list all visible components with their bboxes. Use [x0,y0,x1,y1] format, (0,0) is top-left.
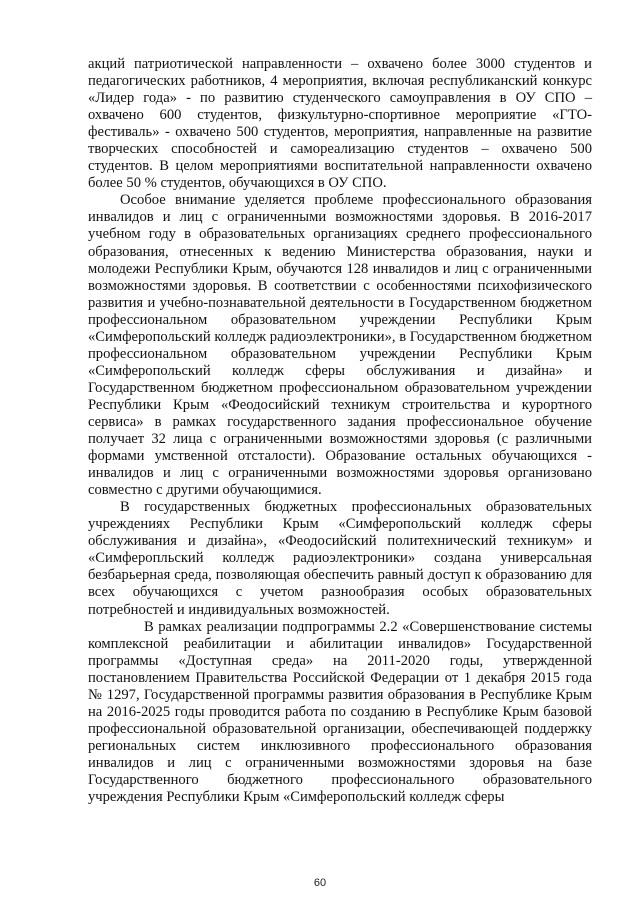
paragraph-subprogram-implementation: В рамках реализации подпрограммы 2.2 «Совершенствование системы комплексной реабилитации и абилитации инвалидов» Государственной программы «Доступная среда» на 2011-2020 годы, утвержденной постановлением Правительства Российской Федерации от 1 декабря 2015 года № 1297, Государственной программы развития образования в Республике Крым на 2016-2025 годы проводится работа по созданию в Республике Крым базовой профессиональной образовательной организации, обеспечивающей поддержку региональных систем инклюзивного профессионального образования инвалидов и лиц с ограниченными возможностями здоровья на базе Государственного бюджетного профессионального образовательного учреждения Республики Крым «Симферопольский колледж сферы [88,618,592,806]
paragraph-activities-coverage: акций патриотической направленности – охвачено более 3000 студентов и педагогических работников, 4 мероприятия, включая республиканский конкурс «Лидер года» - по развитию студенческого самоуправления в ОУ СПО – охвачено 600 студентов, физкультурно-спортивное мероприятие «ГТО-фестиваль» - охвачено 500 студентов, мероприятия, направленные на развитие творческих способностей и самореализацию студентов – охвачено 500 студентов. В целом мероприятиями воспитательной направленности охвачено более 50 % студентов, обучающихся в ОУ СПО. [88,56,592,192]
page-number: 60 [313,877,327,889]
document-page [88,56,592,806]
paragraph-disabled-education: Особое внимание уделяется проблеме профессионального образования инвалидов и лиц с ограниченными возможностями здоровья. В 2016-2017 учебном году в образовательных организациях среднего профессионального образования, отнесенных к ведению Министерства образования, науки и молодежи Республики Крым, обучаются 128 инвалидов и лиц с ограниченными возможностями здоровья. В соответствии с особенностями психофизического развития и учебно-познавательной деятельности в Государственном бюджетном профессиональном образовательном учреждении Республики Крым «Симферопольский колледж радиоэлектроники», в Государственном бюджетном профессиональном образовательном учреждении Республики Крым «Симферопольский колледж сферы обслуживания и дизайна» и Государственном бюджетном профессиональном образовательном учреждении Республики Крым «Феодосийский техникум строительства и курортного сервиса» в рамках государственного задания профессиональное обучение получает 32 лица с ограниченными возможностями здоровья (с различными формами умственной отсталости). Образование остальных обучающихся - инвалидов и лиц с ограниченными возможностями здоровья организовано совместно с другими обучающимися. [88,192,592,499]
paragraph-barrier-free-environment: В государственных бюджетных профессиональных образовательных учреждениях Республики Крым «Симферопольский колледж сферы обслуживания и дизайна», «Феодосийский политехнический техникум» и «Симферопльский колледж радиоэлектроники» создана универсальная безбарьерная среда, позволяющая обеспечить равный доступ к образованию для всех обучающихся с учетом разнообразия особых образовательных потребностей и индивидуальных возможностей. [88,499,592,618]
